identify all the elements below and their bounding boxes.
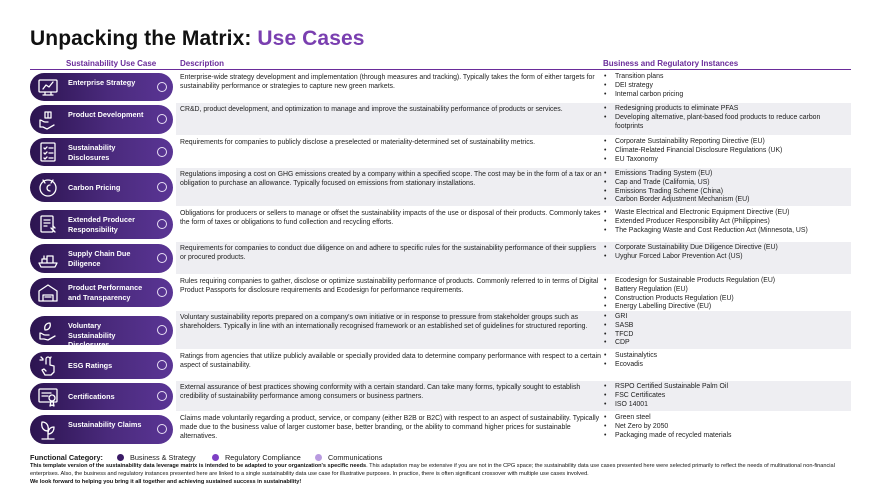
hands-product-icon	[36, 108, 60, 132]
page-title: Unpacking the Matrix: Use Cases	[30, 27, 365, 50]
use-case-description: CR&D, product development, and optimization to manage and improve the sustainability performance of products or services.	[180, 106, 563, 113]
legend-dot-regulatory	[212, 454, 219, 461]
carbon-price-icon	[36, 176, 60, 200]
use-case-label: Supply Chain Due Diligence	[68, 249, 131, 268]
table-row	[30, 207, 851, 241]
instance-item: • FSC Certificates	[602, 392, 847, 401]
instance-list	[602, 383, 847, 409]
column-header-use-case: Sustainability Use Case	[66, 59, 157, 68]
use-case-pill[interactable]	[30, 105, 173, 134]
use-case-pill[interactable]	[30, 173, 173, 202]
instance-list	[602, 277, 847, 312]
use-case-description: Enterprise-wide strategy development and implementation (through measures and tracking). Typically takes the form of either targets for sustainability performance or strategies to capture new green markets.	[180, 74, 595, 91]
use-case-pill[interactable]	[30, 278, 173, 307]
page-title-accent: Use Cases	[257, 27, 365, 50]
use-case-description: Obligations for producers or sellers to manage or offset the sustainability impacts of the use or disposal of their products. Commonly takes the form of taxes or obligations to fund collection and recycling efforts.	[180, 210, 601, 227]
legend-item-regulatory: Regulatory Compliance	[212, 453, 301, 462]
instance-item: • Emissions Trading System (EU)	[602, 170, 847, 179]
category-radio[interactable]	[157, 253, 167, 263]
use-case-description: Claims made voluntarily regarding a product, service, or company (either B2B or B2C) with respect to an aspect of sustainability. Typically made due to the business value of larger customer base, better branding, or the ability to command higher prices for sustainable alternatives.	[180, 415, 600, 441]
touch-rating-icon	[36, 354, 60, 378]
instance-item: • Ecovadis	[602, 361, 847, 370]
instance-item: • Developing alternative, plant-based food products to reduce carbon footprints	[602, 114, 847, 132]
instance-list	[602, 138, 847, 164]
instance-item: • GRI	[602, 313, 847, 322]
category-radio[interactable]	[157, 219, 167, 229]
use-case-pill[interactable]	[30, 415, 173, 444]
category-radio[interactable]	[157, 424, 167, 434]
instance-item: • Extended Producer Responsibility Act (Philippines)	[602, 218, 847, 227]
instance-item: • Ecodesign for Sustainable Products Regulation (EU)	[602, 277, 847, 286]
category-radio[interactable]	[157, 182, 167, 192]
use-case-description: Requirements for companies to conduct due diligence on and adhere to specific rules for the sustainability performance of their suppliers or procured products.	[180, 245, 596, 262]
use-case-description: Regulations imposing a cost on GHG emissions created by a company within a specified scope. The cost may be in the form of a tax or an obligation to purchase an allowance. Typically focused on emissions from stationary installations.	[180, 171, 602, 188]
instance-item: • DEI strategy	[602, 82, 847, 91]
table-row	[30, 103, 851, 135]
legend-title: Functional Category:	[30, 453, 103, 462]
instance-item: • Sustainalytics	[602, 352, 847, 361]
instance-list	[602, 209, 847, 235]
table-row	[30, 71, 851, 102]
instance-item: • Transition plans	[602, 73, 847, 82]
instance-list	[602, 414, 847, 440]
use-case-label: Product Development	[68, 110, 144, 119]
instance-item: • EU Taxonomy	[602, 156, 847, 165]
use-case-pill[interactable]	[30, 138, 173, 166]
table-row	[30, 168, 851, 206]
category-radio[interactable]	[157, 325, 167, 335]
instance-list	[602, 170, 847, 205]
category-radio[interactable]	[157, 287, 167, 297]
instance-item: • Uyghur Forced Labor Prevention Act (US)	[602, 253, 847, 262]
instance-item: • Redesigning products to eliminate PFAS	[602, 105, 847, 114]
column-header-description: Description	[180, 59, 225, 68]
instance-item: • The Packaging Waste and Cost Reduction Act (Minnesota, US)	[602, 227, 847, 236]
use-case-pill[interactable]	[30, 73, 173, 101]
use-case-label: Sustainability Disclosures	[68, 143, 116, 162]
checklist-icon	[36, 140, 60, 164]
instance-item: • Net Zero by 2050	[602, 423, 847, 432]
instance-item: • Carbon Border Adjustment Mechanism (EU)	[602, 196, 847, 205]
instance-item: • Internal carbon pricing	[602, 91, 847, 100]
instance-item: • TFCD	[602, 331, 847, 340]
use-case-description: Voluntary sustainability reports prepared on a company's own initiative or in response to pressure from stakeholder groups such as shareholders. Typically in line with an internationally recognised framework or an established set of guidelines for structured reporting.	[180, 314, 588, 331]
table-row	[30, 275, 851, 310]
instance-item: • Climate-Related Financial Disclosure Regulations (UK)	[602, 147, 847, 156]
instance-list	[602, 244, 847, 262]
category-radio[interactable]	[157, 391, 167, 401]
legend-item-business: Business & Strategy	[117, 453, 196, 462]
footer-note: This template version of the sustainability data leverage matrix is intended to be adapted to your organization's specific needs. This adaptation may be extensive if you are not in the CPG space; the sustainability data use cases presented here were selected primarily to reflect the needs of multinational non-financial enterprises. Also, the business and regulatory instances presented here are linked to a single sustainability data use case for illustrative purposes. In practice, there is often significant crossover with multiple use cases involved. We look forward to helping you bring it all together and achieving sustained success in sustainability!	[30, 463, 835, 485]
instance-item: • Battery Regulation (EU)	[602, 286, 847, 295]
instance-item: • Packaging made of recycled materials	[602, 432, 847, 441]
instance-item: • Corporate Sustainability Reporting Directive (EU)	[602, 138, 847, 147]
table-row	[30, 136, 851, 167]
cargo-ship-icon	[36, 247, 60, 271]
table-row	[30, 242, 851, 274]
table-row	[30, 311, 851, 349]
legend-item-communications: Communications	[315, 453, 382, 462]
column-header-instances: Business and Regulatory Instances	[603, 59, 739, 68]
use-case-description: Ratings from agencies that utilize publicly available or specially provided data to determine company performance with respect to a certain aspect of sustainability.	[180, 353, 601, 370]
instance-item: • CDP	[602, 339, 847, 348]
instance-item: • ISO 14001	[602, 401, 847, 410]
category-radio[interactable]	[157, 82, 167, 92]
legend-dot-business	[117, 454, 124, 461]
use-case-label: Sustainability Claims	[68, 420, 142, 429]
use-case-label: ESG Ratings	[68, 361, 113, 370]
instance-item: • Cap and Trade (California, US)	[602, 179, 847, 188]
table-row	[30, 381, 851, 411]
instance-item: • Green steel	[602, 414, 847, 423]
use-case-label: Enterprise Strategy	[68, 78, 136, 87]
use-case-label: Certifications	[68, 392, 115, 401]
use-case-pill[interactable]	[30, 352, 173, 379]
use-case-pill[interactable]	[30, 210, 173, 239]
use-case-pill[interactable]	[30, 244, 173, 273]
instance-item: • Emissions Trading Scheme (China)	[602, 188, 847, 197]
use-case-label: Product Performance and Transparency	[68, 283, 143, 302]
use-case-description: Rules requiring companies to gather, disclose or optimize sustainability performance of products. Commonly referred to in terms of Digital Product Passports for disclosure requirements and Ecodesign for performance requirements.	[180, 278, 599, 295]
instance-item: • Energy Labelling Directive (EU)	[602, 303, 847, 312]
use-case-label: Carbon Pricing	[68, 183, 121, 192]
instance-list	[602, 73, 847, 99]
instance-list	[602, 105, 847, 131]
category-radio[interactable]	[157, 360, 167, 370]
use-case-pill[interactable]	[30, 383, 173, 410]
leaf-tree-icon	[36, 418, 60, 442]
use-case-description: External assurance of best practices showing conformity with a certain standard. Can take many forms, typically sought to establish credibility of sustainability performance among consumers or business partners.	[180, 384, 581, 401]
hand-leaf-icon	[36, 319, 60, 343]
table-row	[30, 412, 851, 446]
strategy-board-icon	[36, 75, 60, 99]
instance-list	[602, 352, 847, 370]
use-case-pill[interactable]	[30, 316, 173, 349]
instance-item: • Corporate Sustainability Due Diligence Directive (EU)	[602, 244, 847, 253]
use-case-label: Voluntary Sustainability Disclosures	[68, 321, 116, 349]
legend-dot-communications	[315, 454, 322, 461]
header-divider	[30, 69, 851, 70]
warehouse-icon	[36, 281, 60, 305]
certificate-icon	[36, 385, 60, 409]
category-radio[interactable]	[157, 147, 167, 157]
table-row	[30, 350, 851, 380]
instance-item: • SASB	[602, 322, 847, 331]
producer-document-icon	[36, 213, 60, 237]
use-case-label: Extended Producer Responsibility	[68, 215, 135, 234]
instance-item: • Waste Electrical and Electronic Equipment Directive (EU)	[602, 209, 847, 218]
instance-item: • RSPO Certified Sustainable Palm Oil	[602, 383, 847, 392]
category-radio[interactable]	[157, 114, 167, 124]
instance-list	[602, 313, 847, 348]
instance-item: • Construction Products Regulation (EU)	[602, 295, 847, 304]
use-case-description: Requirements for companies to publicly disclose a preselected or materiality-determined set of sustainability metrics.	[180, 139, 536, 146]
